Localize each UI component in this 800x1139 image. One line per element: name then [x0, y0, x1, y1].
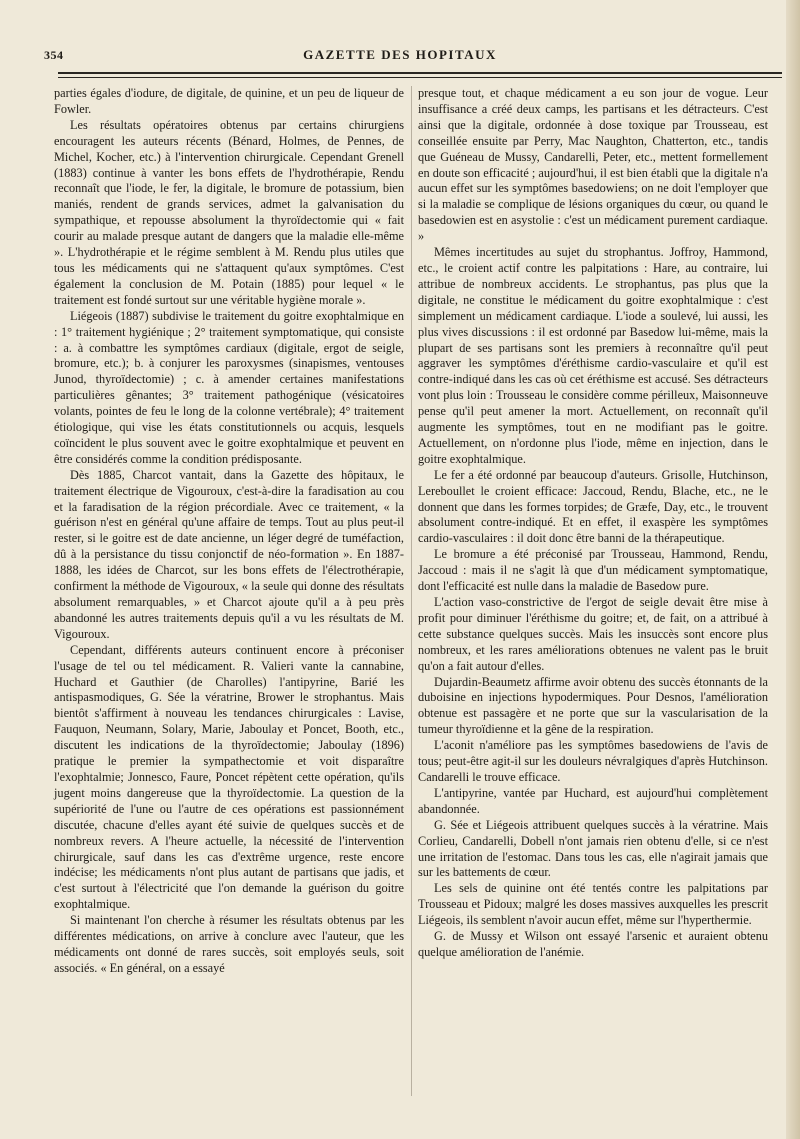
paragraph: Les résultats opératoires obtenus par certains chirurgiens encouragent les auteurs récents (Bénard, Holmes, de Pennes, de Michel, Kocher, etc.) à l'intervention chirurgicale. Cependant Grenell (1883) continue à vanter les bons effets de l'hydrothérapie, Rendu reconnaît que l'iode, le fer, la digitale, le bromure de potassium, bien maniés, rendent de grands services, admet la galvanisation du sympathique, et repousse absolument la thyroïdectomie qui « fait courir au malade presque autant de dangers que la maladie elle-même ». L'hydrothérapie et le régime semblent à M. Rendu plus utiles que tous les médicaments qui ne s'attaquent qu'aux symptômes. C'est également la conclusion de M. Potain (1885) pour lequel « le traitement est fondé surtout sur une véritable hygiène morale ». [54, 117, 404, 307]
paragraph: G. Sée et Liégeois attribuent quelques succès à la vératrine. Mais Corlieu, Candarelli, Dobell n'ont jamais rien obtenu d'elle, si ce n'est une irritation de l'estomac. Dans tous les cas, elle n'agirait jamais que sur les battements de cœur. [418, 817, 768, 880]
paragraph: L'action vaso-constrictive de l'ergot de seigle devait être mise à profit pour diminuer l'éréthisme du goitre; et, de fait, on a attribué à cette substance quelques succès. Mais les insuccès sont encore plus nombreux, et les rares améliorations obtenues ne valent pas le bruit qu'on a fait autour d'elles. [418, 595, 768, 673]
header-rule-thin [58, 77, 782, 78]
paragraph: Cependant, différents auteurs continuent encore à préconiser l'usage de tel ou tel médicament. R. Valieri vante la cannabine, Huchard et Gauthier (de Charolles) l'antipyrine, Barié les antispasmodiques, G. Sée la vératrine, Brower le strophantus. Mais bientôt s'affirment à nouveau les tendances chirurgicales : Lavise, Fauquon, Neumann, Solary, Marie, Jaboulay et Poncet, Booth, etc., discutent les indications de la thyroïdectomie; Jaboulay (1896) pratique le premier la sympathectomie et voit disparaître l'exophtalmie; Jonnesco, Faure, Poncet répètent cette opération, qu'ils jugent moins dangereuse que la thyroïdectomie. La question de la supériorité de l'une ou l'autre de ces opérations est passionnément discutée, chacune d'elles ayant été suivie de quelques succès et de nombreux revers. A l'heure actuelle, la nécessité de l'intervention chirurgicale, sauf dans les cas d'extrême urgence, reste encore indécise; les médicaments n'ont plus autant de partisans que jadis, et c'est surtout à l'électricité que l'on demande la guérison du goitre exophtalmique. [54, 642, 404, 912]
paragraph: Le fer a été ordonné par beaucoup d'auteurs. Grisolle, Hutchinson, Lereboullet le croient efficace: Jaccoud, Rendu, Blache, etc., ne le donnent que dans les formes torpides; de Græfe, Day, etc., le trouvent absolument contre-indiqué. Et en effet, il exaspère les symptômes cardio-vasculaires : il doit donc être banni de la thérapeutique. [418, 467, 768, 546]
page-binding-edge [786, 0, 800, 1139]
paragraph: presque tout, et chaque médicament a eu son jour de vogue. Leur insuffisance a créé deux camps, les partisans et les détracteurs. C'est ainsi que la digitale, ordonnée à dose toxique par Trousseau, est conseillée ensuite par Perry, Mac Naughton, Chatterton, etc., tandis que Guéneau de Mussy, Candarelli, Peter, etc., mettent formellement en doute son efficacité ; aujourd'hui, il est bien établi que la digitale n'a aucun effet sur les symptômes basedowiens; on ne doit l'employer que si la maladie se complique de lésions organiques du cœur, ou quand le basedowien est en asystolie : c'est un médicament purement cardiaque. » [418, 86, 768, 244]
running-head-title: GAZETTE DES HOPITAUX [303, 47, 497, 62]
paragraph: Dujardin-Beaumetz affirme avoir obtenu des succès étonnants de la duboisine en injections hypodermiques. Pour Desnos, l'amélioration obtenue est passagère et ne porte que sur la vascularisation de la tumeur thyroïdienne et la gêne de la respiration. [418, 674, 768, 737]
header-rule-thick [58, 72, 782, 74]
paragraph: L'antipyrine, vantée par Huchard, est aujourd'hui complètement abandonnée. [418, 785, 768, 816]
paragraph: Le bromure a été préconisé par Trousseau, Hammond, Rendu, Jaccoud : mais il ne s'agit là que d'un médicament symptomatique, dont l'efficacité est nulle dans la maladie de Basedow pure. [418, 547, 768, 594]
left-column [54, 86, 404, 977]
paragraph: L'aconit n'améliore pas les symptômes basedowiens de l'avis de tous; peut-être agit-il sur les douleurs névralgiques d'après Hutchinson. Candarelli le trouve efficace. [418, 738, 768, 784]
paragraph: Liégeois (1887) subdivise le traitement du goitre exophtalmique en : 1° traitement hygiénique ; 2° traitement symptomatique, qui consiste : a. à combattre les symptômes cardiaux (digitale, ergot de seigle, bromure, etc.); b. à conjurer les paroxysmes (sinapismes, ventouses Junod, thyroïdectomie) ; c. à amender certaines manifestations particulières gênantes; 3° traitement pathogénique (vésicatoires volants, pointes de feu le long de la colonne vertébrale); 4° traitement étiologique, qui vise les états constitutionnels ou acquis, lesquels coïncident le plus souvent avec le goitre exophtalmique et peuvent en être considérés comme la condition prédisposante. [54, 308, 404, 466]
paragraph: Mêmes incertitudes au sujet du strophantus. Joffroy, Hammond, etc., le croient actif contre les palpitations : Hare, au contraire, lui attribue de nombreux accidents. Le strophantus, pas plus que la digitale, ne constitue le médicament du goitre exophtalmique : c'est simplement un médicament cardiaque. L'iode a soulevé, lui aussi, les plus vives discussions : il est ordonné par Basedow lui-même, mais la plupart de ses partisans sont les premiers à reconnaître qu'il peut aggraver les symptômes d'éréthisme cardio-vasculaire et qu'il est contre-indiqué dans les cas où cet éréthisme est accusé. Ses détracteurs vont plus loin : Trousseau le considère comme périlleux, Maisonneuve pense qu'il peut amener la mort. Actuellement, on reconnaît qu'il augmente les symptômes, tout en ne modifiant pas le goitre. Actuellement, on n'ordonne plus l'iode, même en injection, dans le goitre exophtalmique. [418, 245, 768, 466]
paragraph: Les sels de quinine ont été tentés contre les palpitations par Trousseau et Pidoux; malgré les doses massives auxquelles les prescrit Liégeois, ils semblent n'avoir aucun effet, même sur l'hyperthermie. [418, 881, 768, 928]
paragraph: parties égales d'iodure, de digitale, de quinine, et un peu de liqueur de Fowler. [54, 86, 404, 116]
page-number: 354 [44, 48, 64, 62]
paragraph: Dès 1885, Charcot vantait, dans la Gazette des hôpitaux, le traitement électrique de Vigouroux, c'est-à-dire la faradisation au cou et la faradisation de la région précordiale. Avec ce traitement, « la guérison n'est en général qu'une affaire de temps. Tout au plus peut-il rester, si le goitre est de date ancienne, un léger degré de tuméfaction, dû à la persistance du tissu conjonctif de néo-formation ». En 1887-1888, les idées de Charcot, sur les bons effets de l'électrothérapie, confirment la méthode de Vigouroux, « la seule qui donne des résultats absolument remarquables, » et Charcot ajoute qu'il a à peu près abandonné les autres traitements depuis qu'il a vu les résultats de M. Vigouroux. [54, 467, 404, 641]
column-divider [411, 86, 412, 1096]
paragraph: G. de Mussy et Wilson ont essayé l'arsenic et auraient obtenu quelque amélioration de l'anémie. [418, 929, 768, 959]
right-column [418, 86, 768, 961]
paragraph: Si maintenant l'on cherche à résumer les résultats obtenus par les différentes médications, on arrive à conclure avec l'auteur, que les médicaments ont donné de rares succès, soit employés seuls, soit associés. « En général, on a essayé [54, 913, 404, 975]
